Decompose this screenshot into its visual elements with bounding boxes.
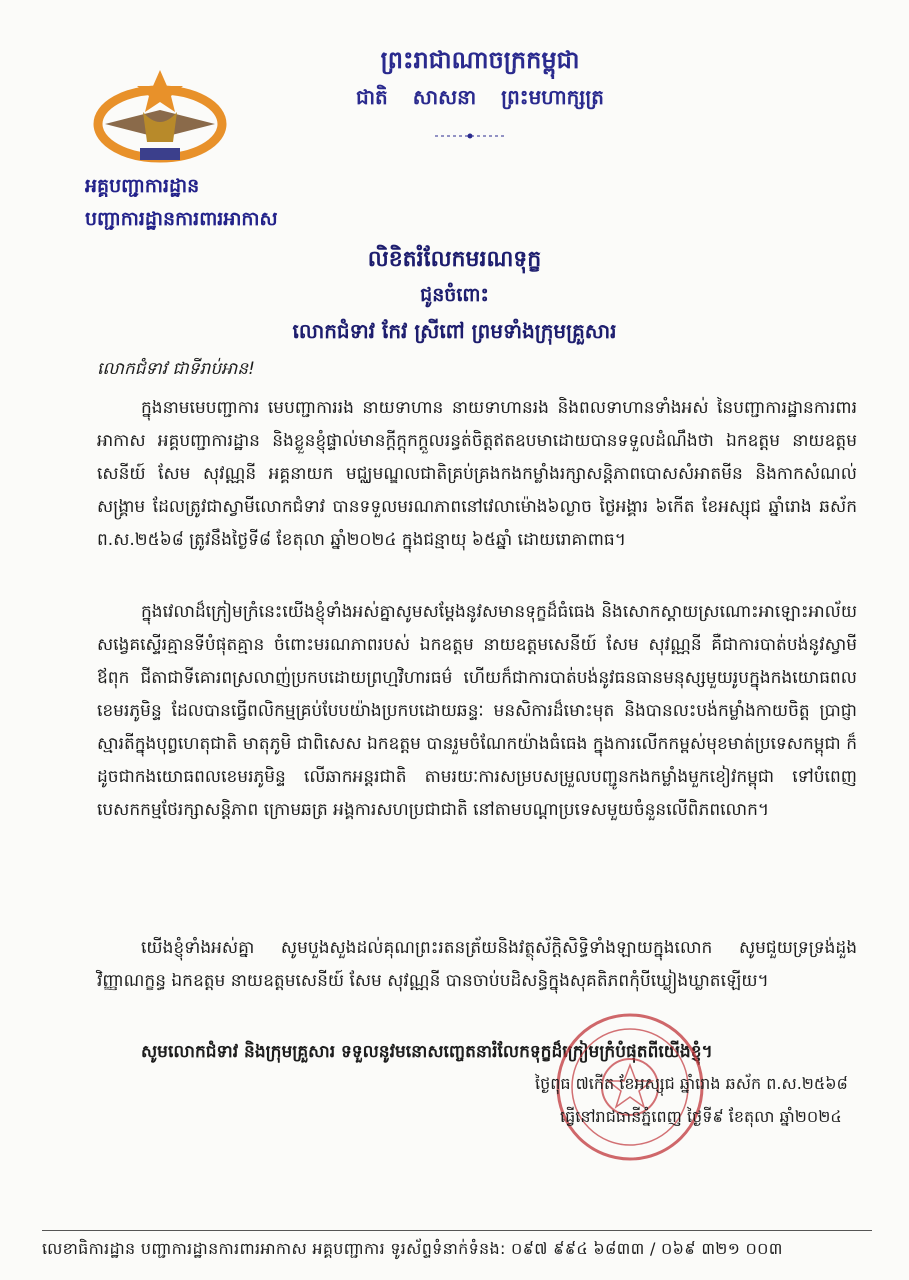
military-emblem-icon bbox=[85, 62, 235, 172]
letter-to-label: ជូនចំពោះ bbox=[420, 284, 489, 306]
paragraph-2: ក្នុងវេលាដ៏ក្រៀមក្រំនេះយើងខ្ញុំទាំងអស់គ្នាសូមសម្ដែងនូវសមានទុក្ខដ៏ធំធេង និងសោកស្ដាយស្រណោះអាឡោះអាល័យ សង្វេគស្ទើរគ្មានទីបំផុតគ្មាន ចំពោះមរណភាពរបស់ ឯកឧត្តម នាយឧត្តមសេនីយ៍ សែម សុវណ្ណនី គឺជាការបាត់បង់នូវស្វាមី ឪពុក ជីតាជាទីគោរពស្រលាញ់ប្រកបដោយព្រហ្មវិហារធម៌ ហើយក៏ជាការបាត់បង់នូវធនធានមនុស្សមួយរូបក្នុងកងយោធពលខេមរភូមិន្ទ ដែលបានធ្វើពលិកម្មគ្រប់បែបយ៉ាងប្រកបដោយឆន្ទៈ មនសិការដ៏មោះមុត និងបានលះបង់កម្លាំងកាយចិត្ត ប្រាជ្ញាស្មារតីក្នុងបុព្វហេតុជាតិ មាតុភូមិ ជាពិសេស ឯកឧត្តម បានរួមចំណែកយ៉ាងធំធេង ក្នុងការលើកកម្ពស់មុខមាត់ប្រទេសកម្ពុជា ក៏ដូចជាកងយោធពលខេមរភូមិន្ទ លើឆាកអន្តរជាតិ តាមរយៈការសម្របសម្រួលបញ្ជូនកងកម្លាំងមួកខៀវកម្ពុជា ទៅបំពេញបេសកកម្មថែរក្សាសន្តិភាព ក្រោមឆត្រ អង្គការសហប្រជាជាតិ នៅតាមបណ្ដាប្រទេសមួយចំនួនលើពិភពលោក។ bbox=[97, 602, 857, 820]
paragraph-1: ក្នុងនាមមេបញ្ជាការ មេបញ្ជាការរង នាយទាហាន នាយទាហានរង និងពលទាហានទាំងអស់ នៃបញ្ជាការដ្ឋានការពារអាកាស អគ្គបញ្ជាការដ្ឋាន និងខ្លួនខ្ញុំផ្ទាល់មានក្ដីក្ដុកក្ដួលរន្ធត់ចិត្តឥតឧបមាដោយបានទទួលដំណឹងថា ឯកឧត្តម នាយឧត្តមសេនីយ៍ សែម សុវណ្ណនី អគ្គនាយក មជ្ឈមណ្ឌលជាតិគ្រប់គ្រងកងកម្លាំងរក្សាសន្តិភាពបោសសំអាតមីន និងកាកសំណល់សង្គ្រាម ដែលត្រូវជាស្វាមីលោកជំទាវ បានទទួលមរណភាពនៅវេលាម៉ោង៦ល្ងាច ថ្ងៃអង្គារ ៦កើត ខែអស្សុជ ឆ្នាំរោង ឆស័ក ព.ស.២៥៦៨ ត្រូវនឹងថ្ងៃទី៨ ខែតុលា ឆ្នាំ២០២៤ ក្នុងជន្មាយុ ៦៥ឆ្នាំ ដោយរោគាពាធ។ bbox=[97, 398, 857, 550]
solar-date-place: ធ្វើនៅរាជធានីភ្នំពេញ ថ្ងៃទី៩ ខែតុលា ឆ្នាំ២០២៤ bbox=[560, 1107, 842, 1126]
org-line-1: អគ្គបញ្ជាការដ្ឋាន bbox=[85, 175, 200, 197]
paragraph-3: យើងខ្ញុំទាំងអស់គ្នា សូមបួងសួងដល់គុណព្រះរតនត្រ័យនិងវត្ថុស័ក្តិសិទ្ធិទាំងឡាយក្នុងលោក សូមជួយទ្រទ្រង់ដួងវិញ្ញាណក្ខន្ធ ឯកឧត្តម នាយឧត្តមសេនីយ៍ សែម សុវណ្ណនី បានចាប់បដិសន្ធិក្នុងសុគតិភពកុំបីឃ្លៀងឃ្លាតឡើយ។ bbox=[97, 938, 857, 991]
letter-title: លិខិតរំលែកមរណទុក្ខ bbox=[367, 247, 542, 272]
footer-contact: លេខាធិការដ្ឋាន បញ្ជាការដ្ឋានការពារអាកាស អគ្គបញ្ជាការ ទូរស័ព្ទទំនាក់ទំនង: ០៩៧ ៩៩៤ ៦៨៣៣ / ០៦៩ ៣២១ ០០៣ bbox=[42, 1239, 783, 1258]
national-motto: ជាតិ សាសនា ព្រះមហាក្សត្រ bbox=[356, 85, 604, 109]
kingdom-heading: ព្រះរាជាណាចក្រកម្ពុជា bbox=[380, 46, 580, 74]
letter-recipient: លោកជំទាវ កែវ ស្រីពៅ ព្រមទាំងក្រុមគ្រួសារ bbox=[292, 319, 617, 343]
ornament-divider-icon bbox=[430, 130, 510, 142]
org-line-2: បញ្ជាការដ្ឋានការពារអាកាស bbox=[85, 208, 278, 230]
footer-divider bbox=[42, 1230, 872, 1231]
salutation: លោកជំទាវ ជាទីរាប់អាន! bbox=[97, 359, 255, 379]
paragraph-closing: សូមលោកជំទាវ និងក្រុមគ្រួសារ ទទួលនូវមនោសញ្ចេតនារំលែកទុក្ខដ៏ក្រៀមក្រំបំផុតពីយើងខ្ញុំ។ bbox=[141, 1042, 713, 1062]
lunar-date: ថ្ងៃពុធ ៧កើត ខែអស្សុជ ឆ្នាំរោង ឆស័ក ព.ស.២៥៦៨ bbox=[535, 1074, 848, 1093]
